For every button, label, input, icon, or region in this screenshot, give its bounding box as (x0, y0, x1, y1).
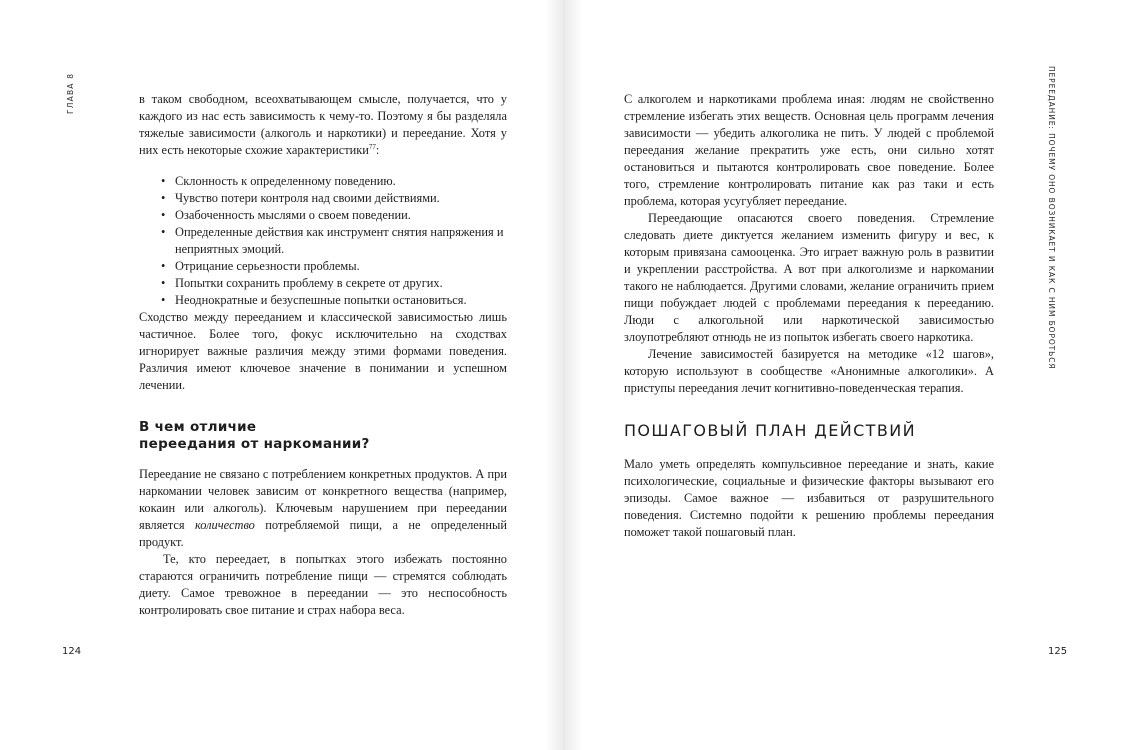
subheading (139, 419, 507, 453)
fear-paragraph: Переедающие опасаются своего поведения. Стремление следовать диете диктуется желанием изменить фигуру и вес, к которым привязана самооценка. Это играет важную роль в развитии и укреплении расстройства. А вот при алкоголизме и наркомании такого не наблюдается. Другими словами, желание ограничить прием пищи побуждает людей с проблемами переедания к перееданию. Люди с алкогольной или наркотической зависимостью злоупотребляют отнюдь не из попыток избегать своего наркотика. (624, 211, 994, 344)
section-title: ПОШАГОВЫЙ ПЛАН ДЕЙСТВИЙ (624, 421, 916, 440)
list-item: • Определенные действия как инструмент снятия напряжения и неприятных эмоций. (161, 224, 507, 258)
left-text-column (139, 91, 507, 619)
subheading-line: В чем отличие (139, 419, 257, 435)
page-number-left: 124 (62, 646, 82, 657)
treatment-paragraph: Лечение зависимостей базируется на методике «12 шагов», которую используют в сообществе «Анонимные алкоголики». А приступы переедания лечит когнитивно-поведенческая терапия. (624, 347, 994, 395)
list-item: • Склонность к определенному поведению. (161, 173, 507, 190)
characteristics-list (139, 173, 507, 309)
emphasis-word: количество (194, 518, 255, 532)
dieting-paragraph: Те, кто переедает, в попытках этого избежать постоянно стараются ограничить потребление пищи — стремятся соблюдать диету. Самое тревожное в переедании — это неспособность контролировать свое питание и страх набора веса. (139, 552, 507, 617)
list-item: • Попытки сохранить проблему в секрете от других. (161, 275, 507, 292)
running-head-left: ГЛАВА 8 (66, 72, 75, 114)
plan-paragraph: Мало уметь определять компульсивное переедание и знать, какие психологические, социальные и физические факторы вызывают его эпизоды. Самое важное — избавиться от разрушительного поведения. Системно подойти к решению проблемы переедания поможет такой пошаговый план. (624, 457, 994, 539)
list-item: • Озабоченность мыслями о своем поведении. (161, 207, 507, 224)
gutter-shadow (545, 0, 563, 750)
alcohol-paragraph: С алкоголем и наркотиками проблема иная: людям не свойственно стремление избегать этих веществ. Основная цель программ лечения зависимости — убедить алкоголика не пить. У людей с проблемой переедания желание прекратить уже есть, они сильно хотят остановиться и пытаются контролировать свое поведение. Более того, стремление контролировать питание как раз таки и есть проблема, которая усугубляет переедание. (624, 92, 994, 208)
gutter-shadow (565, 0, 583, 750)
left-page (0, 0, 563, 750)
right-text-column (624, 91, 994, 541)
running-head-right: ПЕРЕЕДАНИЕ: ПОЧЕМУ ОНО ВОЗНИКАЕТ И КАК С НИМ БОРОТЬСЯ (1047, 66, 1056, 370)
intro-paragraph: в таком свободном, всеохватывающем смысле, получается, что у каждого из нас есть зависимость к чему-то. Поэтому я бы разделяла тяжелые зависимости (алкоголь и наркотики) и переедание. Хотя у них есть некоторые схожие характеристики$^{77}$: (139, 92, 507, 157)
footnote-ref[interactable]: 77 (368, 142, 376, 151)
list-item: • Неоднократные и безуспешные попытки остановиться. (161, 292, 507, 309)
subheading-line: переедания от наркомании? (139, 436, 370, 452)
page-number-right: 125 (1048, 646, 1068, 657)
difference-paragraph: Переедание не связано с потреблением конкретных продуктов. А при наркомании человек зависим от конкретного вещества (например, кокаин или алкоголь). Ключевым нарушением при переедании является количество потребляемой пищи, а не определенный продукт. (139, 467, 507, 549)
list-item: • Отрицание серьезности проблемы. (161, 258, 507, 275)
similarity-paragraph: Сходство между перееданием и классической зависимостью лишь частичное. Более того, фокус исключительно на сходствах игнорирует важные различия между этими формами поведения. Различия имеют ключевое значение в понимании и успешном лечении. (139, 310, 507, 392)
list-item: • Чувство потери контроля над своими действиями. (161, 190, 507, 207)
